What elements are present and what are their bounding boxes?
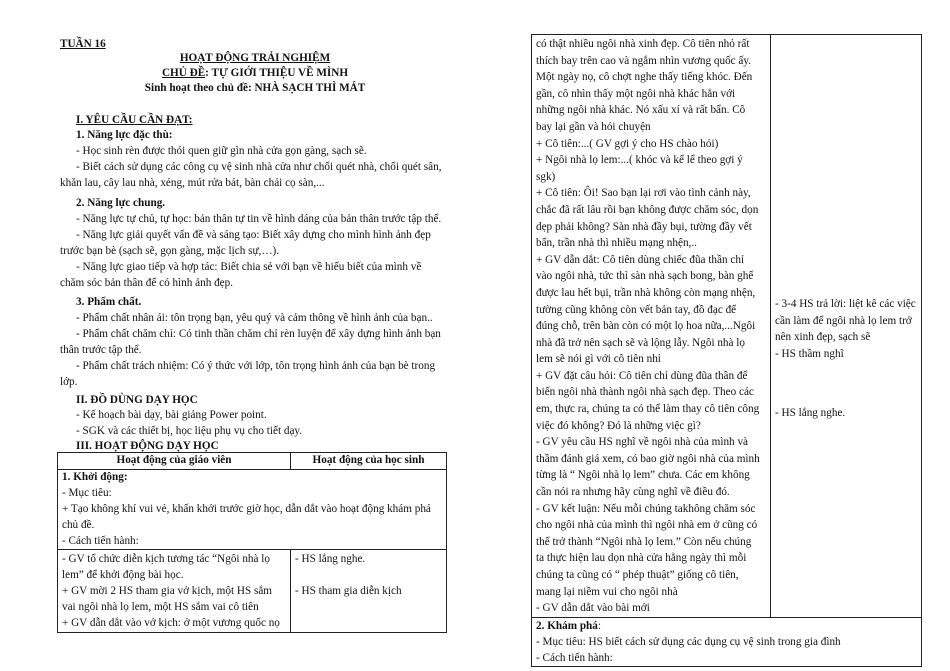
text-line: - SGK và các thiết bị, học liệu phụ vụ cho tiết dạy. <box>76 425 303 437</box>
text-line: chăm sóc bản thân để có hình ảnh đẹp. <box>60 277 234 289</box>
activity-table-continued <box>531 34 922 667</box>
student-line: - HS tham gia diễn kịch <box>295 585 402 598</box>
text-line: - Phẩm chất chăm chỉ: Có tinh thần chăm chỉ rèn luyện để xây dựng hình ảnh bạn <box>76 328 441 340</box>
teacher-line: ta thực hiện lau dọn nhà cửa hằng ngày thì mỗi <box>536 552 747 565</box>
teacher-activity-cell <box>532 35 771 618</box>
teacher-activity-cell <box>58 550 291 633</box>
teacher-line: - GV dẫn dắt vào bài mới <box>536 602 650 615</box>
teacher-line: thầm đánh giá xem, có bao giờ ngôi nhà của mình <box>536 452 760 465</box>
teacher-line: những ngôi nhà khác. Nó xấu xí và rất bẩn. Cô <box>536 104 746 117</box>
activity-2-title: 2. Khám phá <box>536 619 598 632</box>
lesson-title: HOẠT ĐỘNG TRẢI NGHIỆM <box>179 52 331 64</box>
teacher-line: có thật nhiều ngôi nhà xinh đẹp. Cô tiên nhỏ rất <box>536 38 750 50</box>
teacher-line: - GV tổ chức diễn kịch tương tác “Ngôi nhà lọ <box>62 553 270 566</box>
header-teacher: Hoạt động của giáo viên <box>58 453 291 470</box>
table-header-row <box>58 453 447 470</box>
topic-line <box>60 66 450 82</box>
teacher-line: bay lại gần và hỏi chuyện <box>536 120 651 133</box>
teacher-line: vai ngôi nhà lọ lem, một HS sắm vai cô tiên <box>62 601 259 614</box>
activity-1-cell <box>58 469 447 550</box>
teacher-line: bẩn, trần nhà thì nhiều mạng nhện,.. <box>536 237 697 250</box>
teacher-line: lem” để khởi động bài học. <box>62 569 184 582</box>
activity-2-colon: : <box>597 619 601 632</box>
text-line: - Phẩm chất trách nhiệm: Có ý thức với lớp, tôn trọng hình ảnh của bạn bè trong <box>76 360 436 372</box>
teacher-line: - GV kết luận: Nếu mỗi chúng takhông chăm sóc <box>536 502 756 515</box>
text-line: - Năng lực giao tiếp và hợp tác: Biết chia sẻ với bạn về hiểu biết của mình về <box>76 261 422 273</box>
text-line: - Kế hoạch bài dạy, bài giảng Power point. <box>76 409 267 421</box>
objective-line: + Tạo không khí vui vẻ, khấn khởi trước giờ học, dẫn dắt vào hoạt động khám phá <box>62 502 431 515</box>
section-2-heading: II. ĐỒ DÙNG DẠY HỌC <box>76 394 198 406</box>
process-label: - Cách tiến hành: <box>62 534 139 547</box>
week-label: TUẦN 16 <box>60 38 106 50</box>
student-line: - HS lắng nghe. <box>295 553 366 566</box>
teacher-line: + Cô tiên:...( GV gợi ý cho HS chào hỏi) <box>536 137 719 150</box>
text-line: khăn lau, cây lau nhà, xẻng, mút rửa bát, bàn chải cọ sàn,... <box>60 177 325 189</box>
teacher-line: việc đó không? Đó là những việc gì? <box>536 419 701 432</box>
student-line: nên xinh đẹp, sạch sẽ <box>775 331 871 343</box>
teacher-line: được lau hết bụi, trần nhà không còn mạng nhện, <box>536 286 756 299</box>
table-row <box>532 35 922 618</box>
table-row <box>58 469 447 550</box>
teacher-line: - GV yêu cầu HS nghĩ về ngôi nhà của mình và <box>536 436 748 449</box>
student-line: - HS thầm nghĩ <box>775 348 844 360</box>
section-3-heading: III. HOẠT ĐỘNG DẠY HỌC <box>76 440 219 452</box>
teacher-line: tường cũng không còn vết bản tay, đồ đạc để <box>536 303 737 316</box>
teacher-line: lem sẽ nói gì với cô tiên nhỉ <box>536 353 661 366</box>
teacher-line: từng là “ Ngôi nhà lọ lem” chưa. Các em không <box>536 469 750 482</box>
teacher-line: sgk) <box>536 170 556 183</box>
teacher-line: đúng chỗ, trên bàn còn có một lọ hoa nữa,...Ngôi <box>536 320 756 333</box>
text-line: - Năng lực giải quyết vấn đề và sáng tạo: Biết xây dựng cho mình hình ảnh đẹp <box>76 229 431 241</box>
objective-label: - Mục tiêu: <box>62 486 112 499</box>
teacher-line: + Ngôi nhà lọ lem:...( khóc và kể lể theo gợi ý <box>536 154 743 167</box>
activity-table <box>57 452 447 633</box>
student-activity-cell <box>771 35 922 618</box>
teacher-line: cần nói ra nhưng hãy cùng nghĩ về điều đó. <box>536 486 730 499</box>
teacher-line: thể trở thành “Ngôi nhà lọ lem.” Còn nếu chúng <box>536 535 752 548</box>
teacher-line: + GV dẫn dắt vào vở kịch: ở một vương quốc nọ <box>62 617 280 630</box>
teacher-line: + GV dẫn dắt: Cô tiên dùng chiếc đũa thần chỉ <box>536 253 745 266</box>
teacher-line: vào ngôi nhà, tức thì sàn nhà sạch bong, bàn ghế <box>536 270 754 283</box>
lesson-subtitle: Sinh hoạt theo chủ đề: NHÀ SẠCH THÌ MÁT <box>144 82 366 94</box>
right-page <box>475 0 950 671</box>
activity-1-title: 1. Khởi động: <box>62 470 128 483</box>
topic-prefix: CHỦ ĐỀ <box>161 67 206 79</box>
topic-text: : TỰ GIỚI THIỆU VỀ MÌNH <box>205 67 349 79</box>
teacher-line: mang lại niềm vui cho ngôi nhà <box>536 585 678 598</box>
teacher-line: thích bay trên cao và ngắm nhìn vương quốc ấy. <box>536 54 752 67</box>
student-line: - HS lắng nghe. <box>775 407 846 419</box>
text-line: trước bạn bè (sạch sẽ, gọn gàng, mặc lịch sự,…). <box>60 245 280 257</box>
subsection-1-2-heading: 2. Năng lực chung. <box>76 197 166 209</box>
subsection-1-1-heading: 1. Năng lực đặc thù: <box>76 129 173 141</box>
header-student: Hoạt động của học sinh <box>291 453 447 470</box>
table-row <box>58 550 447 633</box>
student-line: cần làm để ngôi nhà lọ lem trở <box>775 315 912 327</box>
activity-2-process: - Cách tiến hành: <box>536 651 613 664</box>
teacher-line: + GV đặt câu hỏi: Cô tiên chỉ dùng đũa thần để <box>536 369 748 382</box>
teacher-line: chúng ta cũng có “ phép thuật” giống cô tiên, <box>536 569 739 581</box>
text-line: - Phẩm chất nhân ái: tôn trọng bạn, yêu quý và cảm thông về hình ảnh của bạn.. <box>76 312 433 324</box>
teacher-line: Một ngày nọ, cô chợt nghe thấy tiếng khóc. Đến <box>536 71 753 84</box>
text-line: - Năng lực tự chủ, tự học: bản thân tự tin về hình dáng của bản thân trước tập thể. <box>76 213 442 225</box>
activity-2-title-line <box>536 618 917 634</box>
teacher-line: + Cô tiên: Ôi! Sao bạn lại rơi vào tình cảnh này, <box>536 187 751 200</box>
student-activity-cell <box>291 550 447 633</box>
activity-2-cell <box>532 617 922 666</box>
teacher-line: chắc đã rất lâu rồi bạn không được chăm sóc, dọn <box>536 203 759 216</box>
teacher-line: nhà đã trở nên sạch sẽ và lộng lẫy. Ngôi nhà lọ <box>536 336 745 349</box>
teacher-line: cho ngôi nhà của mình thì ngôi nhà em ở cũng có <box>536 519 758 532</box>
text-line: thân trước tập thể. <box>60 344 142 356</box>
text-line: lớp. <box>60 376 78 388</box>
table-row <box>532 617 922 666</box>
text-line: - Biết cách sử dụng các công cụ vệ sinh nhà cửa như chổi quét nhà, chổi quét sân, <box>76 161 442 173</box>
teacher-line: dẹp phải không? Sàn nhà đầy bụi, tường đầy vết <box>536 220 752 233</box>
teacher-line: + GV mời 2 HS tham gia vở kịch, một HS sắm <box>62 585 272 598</box>
teacher-line: biến ngôi nhà thành ngôi nhà sạch đẹp. Theo các <box>536 386 754 399</box>
section-1-heading: I. YÊU CẦU CẦN ĐẠT: <box>76 114 193 126</box>
objective-line: chủ đề. <box>62 518 95 531</box>
teacher-line: em, thực ra, chúng ta có thể làm thay cô tiên công <box>536 403 760 416</box>
student-line: - 3-4 HS trả lời: liệt kê các việc <box>775 298 916 310</box>
text-line: - Học sinh rèn được thói quen giữ gìn nhà cửa gọn gàng, sạch sẽ. <box>76 145 367 157</box>
activity-2-objective: - Mục tiêu: HS biết cách sử dụng các dụng cụ vệ sinh trong gia đình <box>536 635 841 648</box>
subsection-1-3-heading: 3. Phẩm chất. <box>76 296 142 308</box>
teacher-line: gần, cô nhìn thấy một ngôi nhà khác hẳn với <box>536 87 736 100</box>
